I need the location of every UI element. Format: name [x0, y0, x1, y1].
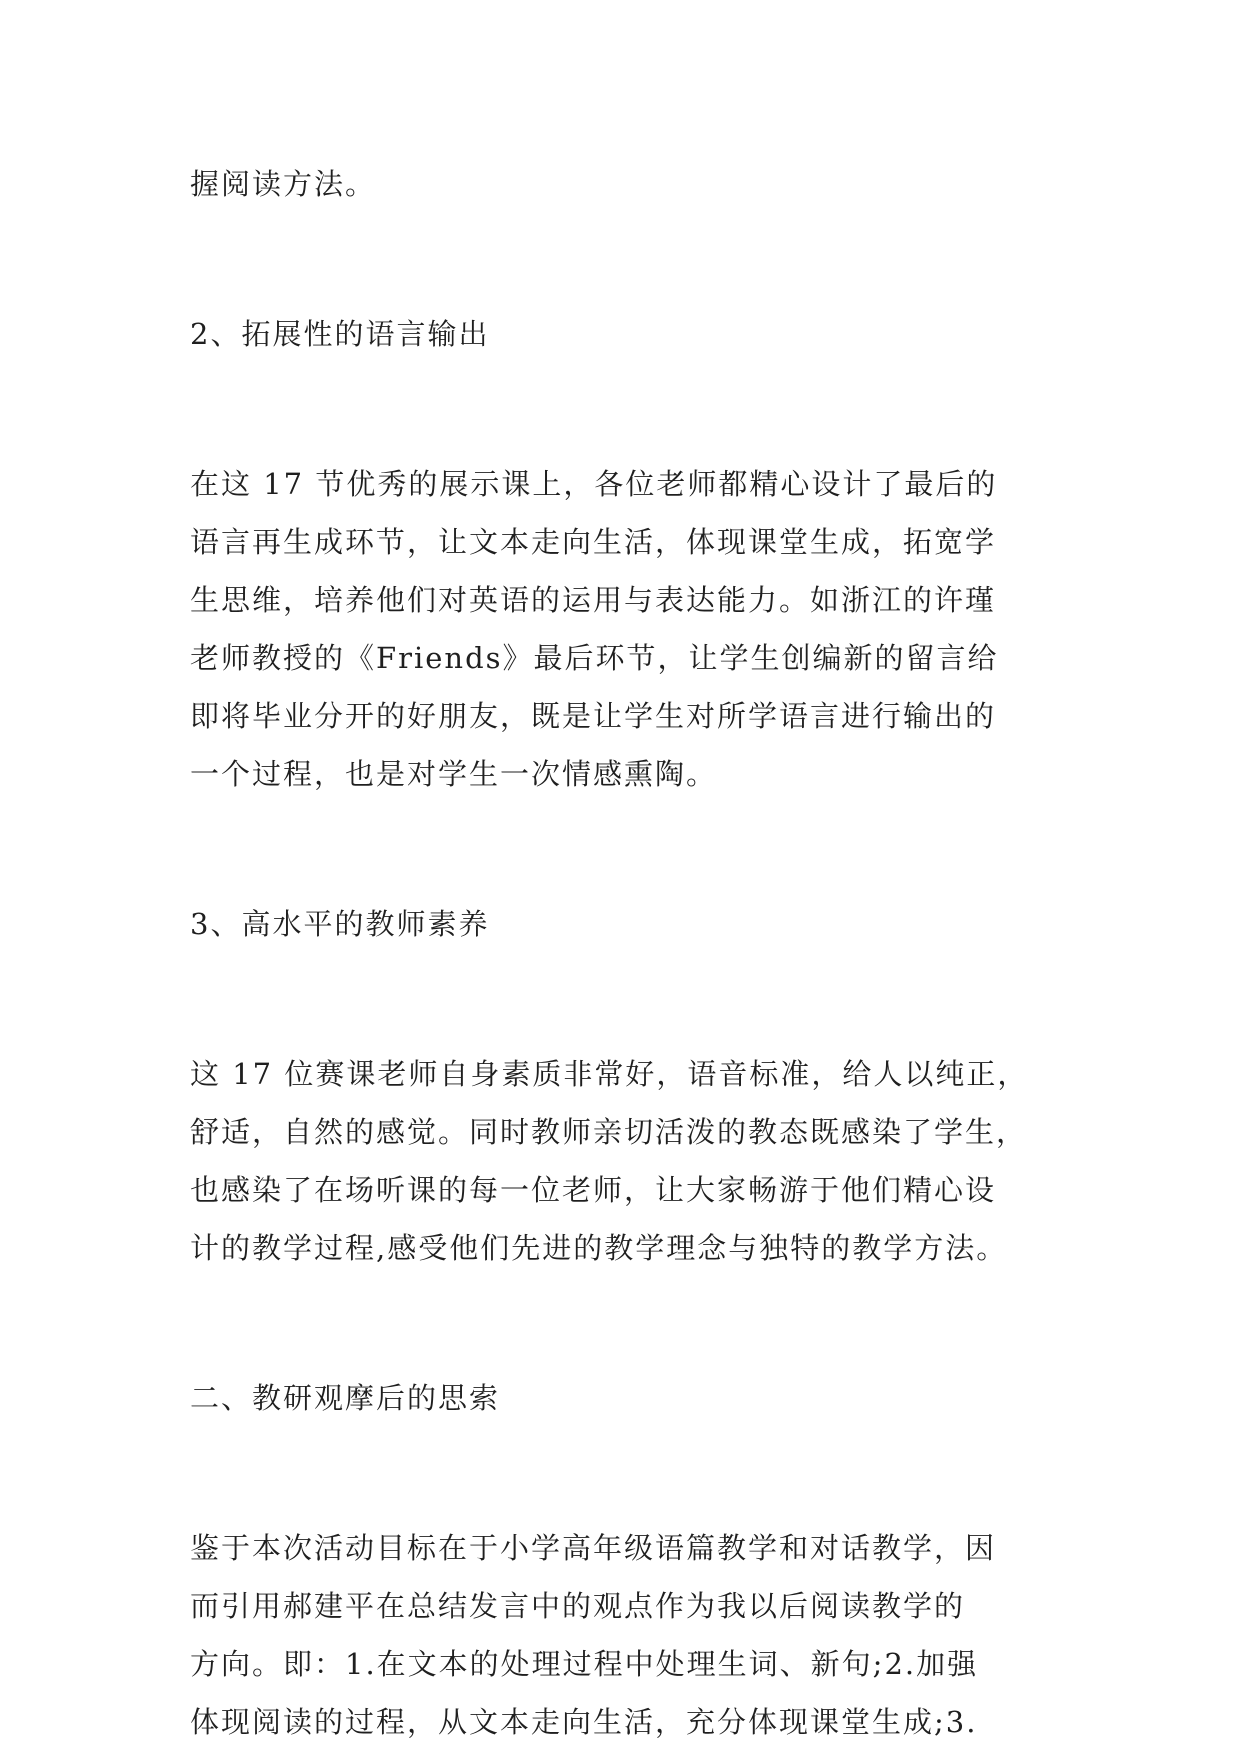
- paragraph-line: 这 17 位赛课老师自身素质非常好，语音标准，给人以纯正，: [190, 1057, 1029, 1091]
- paragraph-line: 而引用郝建平在总结发言中的观点作为我以后阅读教学的: [190, 1589, 966, 1623]
- paragraph-spacer: [190, 1277, 1070, 1369]
- paragraph-line: 老师教授的《Friends》最后环节，让学生创编新的留言给: [190, 641, 999, 675]
- paragraph-spacer: [190, 1427, 1070, 1519]
- paragraph-line: 计的教学过程,感受他们先进的教学理念与独特的教学方法。: [190, 1231, 1008, 1265]
- paragraph-line: 鉴于本次活动目标在于小学高年级语篇教学和对话教学，因: [190, 1531, 997, 1565]
- paragraph-language-output: [190, 455, 1070, 803]
- heading-section-1-3: 3、高水平的教师素养: [190, 907, 490, 941]
- paragraph-line: 体现阅读的过程，从文本走向生活，充分体现课堂生成;3.: [190, 1705, 978, 1739]
- paragraph-line: 在这 17 节优秀的展示课上，各位老师都精心设计了最后的: [190, 467, 998, 501]
- paragraph-line: 生思维，培养他们对英语的运用与表达能力。如浙江的许瑾: [190, 583, 997, 617]
- heading-section-2: 二、教研观摩后的思索: [190, 1381, 501, 1415]
- paragraph-reflection: [190, 1519, 1070, 1751]
- paragraph-intro-line: 握阅读方法。: [190, 167, 377, 201]
- paragraph-line: 方向。即：1.在文本的处理过程中处理生词、新句;2.加强: [190, 1647, 979, 1681]
- paragraph-spacer: [190, 363, 1070, 455]
- paragraph-spacer: [190, 803, 1070, 895]
- paragraph-spacer: [190, 213, 1070, 305]
- heading-section-1-2: 2、拓展性的语言输出: [190, 317, 490, 351]
- paragraph-line: 也感染了在场听课的每一位老师，让大家畅游于他们精心设: [190, 1173, 997, 1207]
- paragraph-line: 语言再生成环节，让文本走向生活，体现课堂生成，拓宽学: [190, 525, 997, 559]
- paragraph-line: 舒适，自然的感觉。同时教师亲切活泼的教态既感染了学生，: [190, 1115, 1028, 1149]
- paragraph-spacer: [190, 953, 1070, 1045]
- paragraph-line: 一个过程，也是对学生一次情感熏陶。: [190, 757, 718, 791]
- paragraph-line: 即将毕业分开的好朋友，既是让学生对所学语言进行输出的: [190, 699, 997, 733]
- paragraph-teacher-quality: [190, 1045, 1070, 1277]
- document-body: [190, 155, 1070, 1751]
